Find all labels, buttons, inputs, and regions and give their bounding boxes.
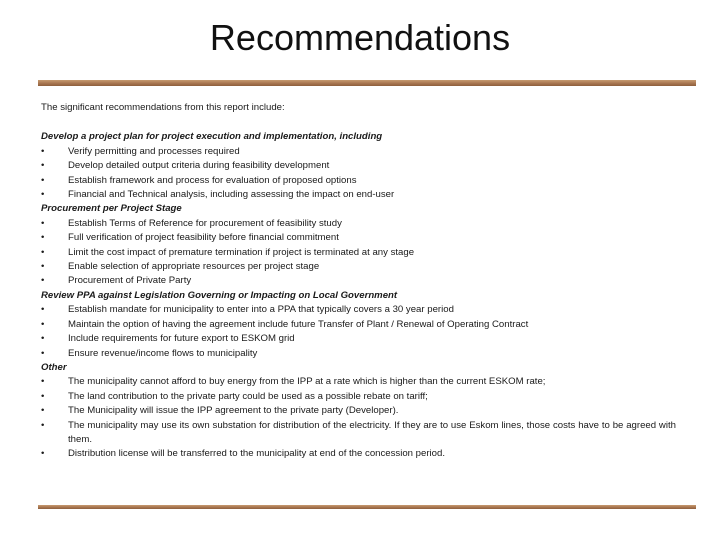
bullet-icon: • xyxy=(41,390,45,402)
bullet-icon: • xyxy=(41,232,45,244)
footer-divider xyxy=(38,505,696,509)
bullet-icon: • xyxy=(41,189,45,201)
list-item xyxy=(41,188,676,202)
list-item-text: Procurement of Private Party xyxy=(68,275,192,287)
list-item xyxy=(41,390,676,404)
title-divider xyxy=(38,80,696,86)
section-heading: Other xyxy=(41,361,67,373)
bullet-icon: • xyxy=(41,419,45,431)
bullet-icon: • xyxy=(41,405,45,417)
list-item-text: Enable selection of appropriate resources per project stage xyxy=(68,261,320,273)
bullet-icon: • xyxy=(41,217,45,229)
bullet-icon: • xyxy=(41,333,45,345)
list-item-text: The municipality cannot afford to buy energy from the IPP at a rate which is higher than the current ESKOM rate; xyxy=(68,376,546,388)
list-item xyxy=(41,347,676,361)
bullet-icon: • xyxy=(41,376,45,388)
list-item xyxy=(41,246,676,260)
list-item xyxy=(41,159,676,173)
list-item xyxy=(41,174,676,188)
bullet-icon: • xyxy=(41,448,45,460)
bullet-icon: • xyxy=(41,347,45,359)
list-item xyxy=(41,375,676,389)
list-item xyxy=(41,260,676,274)
list-item xyxy=(41,274,676,288)
bullet-icon: • xyxy=(41,145,45,157)
bullet-icon: • xyxy=(41,318,45,330)
intro-text: The significant recommendations from this report include: xyxy=(41,102,285,113)
bullet-icon: • xyxy=(41,246,45,258)
section-heading: Procurement per Project Stage xyxy=(41,203,182,215)
bullet-icon: • xyxy=(41,160,45,172)
list-item xyxy=(41,231,676,245)
list-item xyxy=(41,332,676,346)
list-item-text: Establish mandate for municipality to enter into a PPA that typically covers a 30 year period xyxy=(68,304,454,316)
list-item-text: Ensure revenue/income flows to municipality xyxy=(68,347,258,359)
bullet-icon: • xyxy=(41,304,45,316)
list-item-text: Full verification of project feasibility before financial commitment xyxy=(68,232,339,244)
list-item-text: The Municipality will issue the IPP agreement to the private party (Developer). xyxy=(68,405,399,417)
list-item xyxy=(41,217,676,231)
list-item-text: Establish Terms of Reference for procurement of feasibility study xyxy=(68,217,342,229)
section-heading: Review PPA against Legislation Governing or Impacting on Local Government xyxy=(41,289,398,301)
list-item-text: The land contribution to the private party could be used as a possible rebate on tariff; xyxy=(68,390,428,402)
list-item-text: Financial and Technical analysis, including assessing the impact on end-user xyxy=(68,189,395,201)
slide-title: Recommendations xyxy=(209,17,511,58)
list-item xyxy=(41,447,676,461)
bullet-icon: • xyxy=(41,275,45,287)
bullet-icon: • xyxy=(41,261,45,273)
list-item-text: Maintain the option of having the agreement include future Transfer of Plant / Renewal of Operating Contract xyxy=(68,318,529,330)
list-item xyxy=(41,145,676,159)
list-item xyxy=(41,419,676,448)
list-item-text: Limit the cost impact of premature termination if project is terminated at any stage xyxy=(68,246,415,258)
list-item-text: Include requirements for future export to ESKOM grid xyxy=(68,333,295,345)
list-item-text: Establish framework and process for evaluation of proposed options xyxy=(68,174,357,186)
list-item xyxy=(41,303,676,317)
list-item-text: Distribution license will be transferred to the municipality at end of the concession period. xyxy=(68,448,446,460)
list-item-text: The municipality may use its own substation for distribution of the electricity. If they are to use Eskom lines, those costs have to be agreed with them. xyxy=(68,419,676,445)
list-item-text: Verify permitting and processes required xyxy=(68,145,240,157)
list-item-text: Develop detailed output criteria during feasibility development xyxy=(68,160,330,172)
bullet-icon: • xyxy=(41,174,45,186)
list-item xyxy=(41,404,676,418)
list-item xyxy=(41,318,676,332)
slide-body xyxy=(41,101,676,462)
section-heading: Develop a project plan for project execution and implementation, including xyxy=(41,131,383,143)
